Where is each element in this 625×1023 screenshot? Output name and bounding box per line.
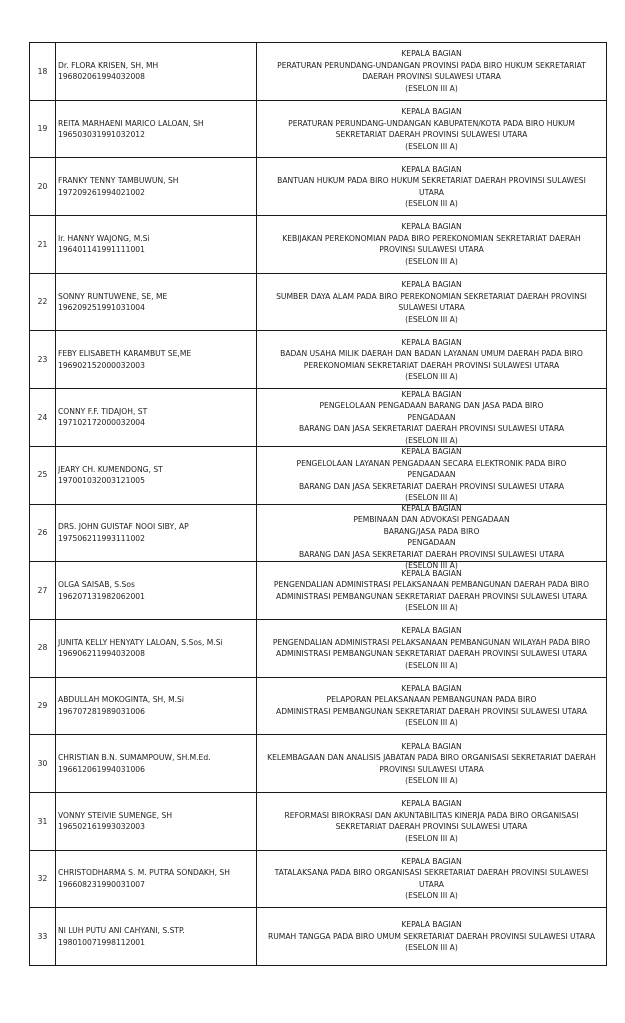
position-cell [257,850,607,908]
position-cell [257,273,607,331]
position-line: BARANG/JASA PADA BIRO [383,526,480,536]
position-line: PELAPORAN PELAKSANAAN PEMBANGUNAN PADA BIRO [326,695,537,705]
official-nip: 198010071998112001 [58,937,145,947]
position-cell [257,331,607,389]
position-line: KEPALA BAGIAN [401,856,462,866]
position-cell [257,43,607,101]
position-text [259,274,604,330]
position-line: BANTUAN HUKUM PADA BIRO HUKUM SEKRETARIAT DAERAH PROVINSI SULAWESI [277,176,586,186]
position-line: UTARA [419,879,444,889]
official-name: Ir. HANNY WAJONG, M.Si [58,233,150,243]
row-number: 32 [30,850,56,908]
position-line: UTARA [419,187,444,197]
position-line: BARANG DAN JASA SEKRETARIAT DAERAH PROVINSI SULAWESI UTARA [298,481,565,491]
position-line: KEPALA BAGIAN [401,49,462,59]
position-text [259,563,604,619]
position-cell [257,503,607,571]
row-number: 28 [30,619,56,677]
position-cell [257,446,607,504]
table-row [30,43,607,101]
official-name: NI LUH PUTU ANI CAHYANI, S.STP. [58,926,185,936]
position-text [259,503,604,571]
position-text [259,736,604,792]
official-name: FEBY ELISABETH KARAMBUT SE,ME [58,349,192,359]
table-row [30,389,607,447]
row-number: 30 [30,735,56,793]
official-nip: 196503031991032012 [58,130,145,140]
position-text [259,216,604,272]
official-nip: 196209251991031004 [58,303,145,313]
official-name: FRANKY TENNY TAMBUWUN, SH [58,176,179,186]
official-name: REITA MARHAENI MARICO LALOAN, SH [58,118,204,128]
position-text [259,101,604,157]
row-number: 26 [30,504,56,562]
table-row [30,158,607,216]
row-number: 24 [30,389,56,447]
position-line: PROVINSI SULAWESI UTARA [379,764,484,774]
position-text [259,620,604,676]
position-line: KEPALA BAGIAN [401,741,462,751]
position-cell [257,562,607,620]
official-cell [56,43,257,101]
official-name: JUNITA KELLY HENYATY LALOAN, S.Sos, M.Si [58,637,223,647]
official-name: SONNY RUNTUWENE, SE, ME [58,291,168,301]
position-cell [257,908,607,966]
position-line: PENGENDALIAN ADMINISTRASI PELAKSANAAN PEMBANGUNAN DAERAH PADA BIRO [273,580,590,590]
position-cell [257,619,607,677]
row-number: 31 [30,792,56,850]
position-line: ADMINISTRASI PEMBANGUNAN SEKRETARIAT DAERAH PROVINSI SULAWESI UTARA [276,591,587,601]
table-row [30,216,607,274]
official-name: Dr. FLORA KRISEN, SH, MH [58,60,159,70]
position-line: (ESELON III A) [405,83,458,93]
position-cell [257,735,607,793]
official-cell [56,562,257,620]
row-number: 22 [30,273,56,331]
position-text [259,159,604,215]
position-line: (ESELON III A) [405,718,458,728]
position-line: KEPALA BAGIAN [401,164,462,174]
table-row [30,100,607,158]
position-text [259,43,604,99]
position-line: PEREKONOMIAN SEKRETARIAT DAERAH PROVINSI SULAWESI UTARA [303,360,560,370]
row-number: 20 [30,158,56,216]
position-line: (ESELON III A) [405,660,458,670]
position-line: PROVINSI SULAWESI UTARA [379,245,484,255]
row-number: 33 [30,908,56,966]
table-row [30,331,607,389]
position-line: SULAWESI UTARA [398,303,465,313]
position-line: PERATURAN PERUNDANG-UNDANGAN PROVINSI PADA BIRO HUKUM SEKRETARIAT [277,60,586,70]
position-line: KEPALA BAGIAN [401,920,462,930]
official-cell [56,735,257,793]
table-row [30,273,607,331]
table-row [30,908,607,966]
official-cell [56,792,257,850]
position-cell [257,100,607,158]
position-line: PEMBINAAN DAN ADVOKASI PENGADAAN [353,515,510,525]
position-line: (ESELON III A) [405,141,458,151]
position-line: KEPALA BAGIAN [401,337,462,347]
position-cell [257,792,607,850]
table-row [30,562,607,620]
position-line: (ESELON III A) [405,435,458,445]
row-number: 27 [30,562,56,620]
official-nip: 197001032003121005 [58,476,145,486]
position-line: (ESELON III A) [405,776,458,786]
table-row [30,735,607,793]
row-number: 29 [30,677,56,735]
position-cell [257,216,607,274]
official-nip: 196902152000032003 [58,360,145,370]
row-number: 19 [30,100,56,158]
position-line: KEPALA BAGIAN [401,389,462,399]
official-nip: 196612061994031006 [58,764,145,774]
position-cell [257,158,607,216]
position-line: REFORMASI BIROKRASI DAN AKUNTABILITAS KINERJA PADA BIRO ORGANISASI [284,810,579,820]
official-cell [56,850,257,908]
position-cell [257,677,607,735]
position-line: SUMBER DAYA ALAM PADA BIRO PEREKONOMIAN SEKRETARIAT DAERAH PROVINSI [276,291,587,301]
position-line: (ESELON III A) [405,256,458,266]
official-cell [56,389,257,447]
position-line: SEKRETARIAT DAERAH PROVINSI SULAWESI UTARA [335,822,528,832]
table-row [30,850,607,908]
position-line: ADMINISTRASI PEMBANGUNAN SEKRETARIAT DAERAH PROVINSI SULAWESI UTARA [276,649,587,659]
official-name: ABDULLAH MOKOGINTA, SH, M.Si [58,695,184,705]
official-nip: 197102172000032004 [58,418,145,428]
official-cell [56,273,257,331]
official-name: CONNY F.F. TIDAJOH, ST [58,406,148,416]
position-text [259,389,604,445]
position-line: KEPALA BAGIAN [401,222,462,232]
position-line: KEPALA BAGIAN [401,107,462,117]
official-nip: 196707281989031006 [58,706,145,716]
official-nip: 196802061994032008 [58,72,145,82]
position-line: KEPALA BAGIAN [401,626,462,636]
position-line: (ESELON III A) [405,603,458,613]
table-row [30,446,607,504]
official-nip: 196502161993032003 [58,822,145,832]
position-line: (ESELON III A) [405,314,458,324]
official-cell [56,100,257,158]
officials-table-body [30,43,607,966]
table-row [30,619,607,677]
position-line: (ESELON III A) [405,493,458,503]
position-line: PENGADAAN [407,538,456,548]
position-text [259,678,604,734]
official-nip: 196401141991111001 [58,245,145,255]
position-line: KEBIJAKAN PEREKONOMIAN PADA BIRO PEREKONOMIAN SEKRETARIAT DAERAH [282,233,581,243]
position-line: PERATURAN PERUNDANG-UNDANGAN KABUPATEN/KOTA PADA BIRO HUKUM [288,118,575,128]
position-line: KEPALA BAGIAN [401,568,462,578]
official-cell [56,504,257,562]
official-cell [56,446,257,504]
officials-table [29,42,607,966]
official-cell [56,908,257,966]
official-nip: 197506211993111002 [58,533,145,543]
table-row [30,792,607,850]
position-text [259,332,604,388]
position-line: (ESELON III A) [405,561,458,571]
row-number: 25 [30,446,56,504]
row-number: 23 [30,331,56,389]
position-line: KEPALA BAGIAN [401,799,462,809]
row-number: 21 [30,216,56,274]
position-line: ADMINISTRASI PEMBANGUNAN SEKRETARIAT DAERAH PROVINSI SULAWESI UTARA [276,706,587,716]
official-cell [56,158,257,216]
position-line: KEPALA BAGIAN [401,447,462,457]
position-line: PENGELOLAAN LAYANAN PENGADAAN SECARA ELEKTRONIK PADA BIRO [296,458,567,468]
official-nip: 197209261994021002 [58,187,145,197]
position-text [259,909,604,965]
position-line: DAERAH PROVINSI SULAWESI UTARA [362,72,501,82]
official-name: VONNY STEIVIE SUMENGE, SH [58,810,173,820]
official-name: DRS. JOHN GUISTAF NOOI SIBY, AP [58,522,189,532]
official-nip: 196207131982062001 [58,591,145,601]
position-line: PENGADAAN [407,412,456,422]
table-row [30,677,607,735]
official-name: CHRISTODHARMA S. M. PUTRA SONDAKH, SH [58,868,230,878]
position-line: (ESELON III A) [405,833,458,843]
official-name: CHRISTIAN B.N. SUMAMPOUW, SH.M.Ed. [58,753,211,763]
position-line: KEPALA BAGIAN [401,683,462,693]
position-line: SEKRETARIAT DAERAH PROVINSI SULAWESI UTARA [335,130,528,140]
position-line: PENGADAAN [407,470,456,480]
official-nip: 196906211994032008 [58,649,145,659]
position-line: (ESELON III A) [405,372,458,382]
position-line: PENGELOLAAN PENGADAAN BARANG DAN JASA PADA BIRO [319,401,544,411]
official-cell [56,677,257,735]
position-text [259,851,604,907]
position-line: BARANG DAN JASA SEKRETARIAT DAERAH PROVINSI SULAWESI UTARA [298,424,565,434]
official-name: OLGA SAISAB, S.Sos [58,580,135,590]
position-cell [257,389,607,447]
official-cell [56,331,257,389]
position-line: KEPALA BAGIAN [401,280,462,290]
official-cell [56,216,257,274]
position-line: TATALAKSANA PADA BIRO ORGANISASI SEKRETARIAT DAERAH PROVINSI SULAWESI [274,868,589,878]
position-line: BADAN USAHA MILIK DAERAH DAN BADAN LAYANAN UMUM DAERAH PADA BIRO [280,349,583,359]
position-line: KEPALA BAGIAN [401,503,462,513]
row-number: 18 [30,43,56,101]
position-line: KELEMBAGAAN DAN ANALISIS JABATAN PADA BIRO ORGANISASI SEKRETARIAT DAERAH [267,753,596,763]
position-text [259,447,604,503]
position-line: (ESELON III A) [405,199,458,209]
official-cell [56,619,257,677]
official-name: JEARY CH. KUMENDONG, ST [58,464,163,474]
official-nip: 196608231990031007 [58,879,145,889]
table-row [30,504,607,562]
position-line: BARANG DAN JASA SEKRETARIAT DAERAH PROVINSI SULAWESI UTARA [298,549,565,559]
position-line: (ESELON III A) [405,943,458,953]
position-line: RUMAH TANGGA PADA BIRO UMUM SEKRETARIAT DAERAH PROVINSI SULAWESI UTARA [267,931,596,941]
position-text [259,793,604,849]
position-line: (ESELON III A) [405,891,458,901]
position-line: PENGENDALIAN ADMINISTRASI PELAKSANAAN PEMBANGUNAN WILAYAH PADA BIRO [272,637,591,647]
